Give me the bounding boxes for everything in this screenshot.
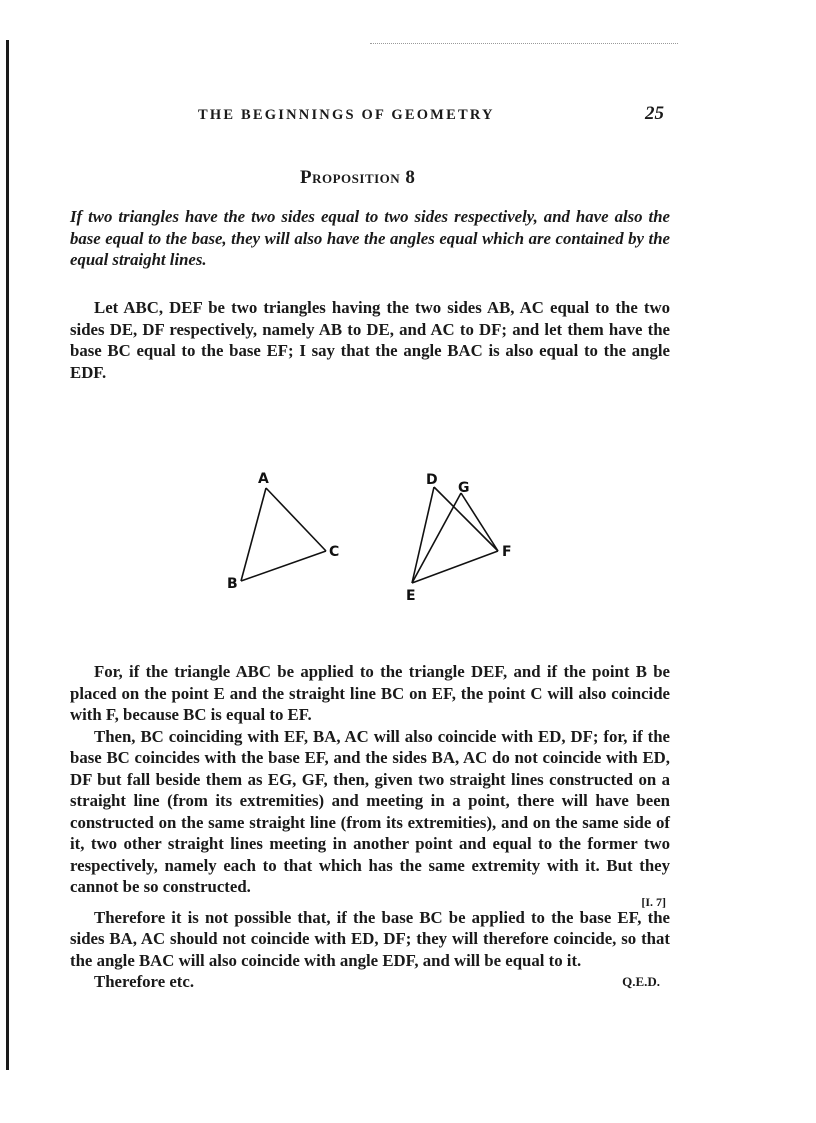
label-b: B (227, 576, 238, 592)
scan-top-dotted-line (370, 43, 678, 44)
enunciation (70, 206, 670, 271)
proof-paragraph-3: Therefore it is not possible that, if the base BC be applied to the base EF, the sides BA, AC should not coincide with ED, DF; they will therefore coincide, so that the angle BAC will also coincide with angle EDF, and will be equal to it. (70, 907, 670, 970)
proof-paragraph-1: For, if the triangle ABC be applied to the triangle DEF, and if the point B be placed on the point E and the straight line BC on EF, the point C will also coincide with F, because BC is equal to EF. (70, 662, 670, 724)
proof-paragraph-2: Then, BC coinciding with EF, BA, AC will also coincide with ED, DF; for, if the base BC coincides with the base EF, and the sides BA, AC do not coincide with ED, DF but fall beside them as EG, GF, then, given two straight lines constructed on a straight line (from its extremities) and meeting in a point, there will have been constructed on the same straight line (from its extremities), and on the same side of it, two other straight lines meeting in another point and equal to the former two respectively, namely each to that which has the same extremity with it. But they cannot be so constructed. (70, 726, 670, 896)
qed-mark: Q.E.D. (622, 974, 660, 989)
side-ef (412, 551, 498, 583)
side-df (434, 487, 498, 551)
triangle-def (412, 487, 498, 583)
side-ab (241, 488, 266, 581)
side-de (412, 487, 434, 583)
enunciation-text: If two triangles have the two sides equal to two sides respectively, and have also the base equal to the base, they will also have the angles equal which are contained by the equal straight lines. (70, 207, 670, 269)
conclusion-line (70, 971, 670, 993)
setting-out-text: Let ABC, DEF be two triangles having the two sides AB, AC equal to the two sides DE, DF respectively, namely AB to DE, and AC to DF; and let them have the base BC equal to the base EF; I say that the angle BAC is also equal to the angle EDF. (70, 298, 670, 382)
triangle-abc (241, 488, 326, 581)
side-gf (461, 493, 498, 551)
side-ac (266, 488, 326, 551)
proof (70, 661, 670, 993)
proposition-title: Proposition 8 (300, 167, 416, 188)
label-e: E (406, 588, 416, 604)
label-f: F (502, 544, 512, 560)
triangles-figure (210, 455, 530, 605)
proof-paragraph-4: Therefore etc. (94, 972, 195, 991)
scan-edge-shadow (6, 40, 9, 1070)
setting-out (70, 297, 670, 383)
cross-reference: [I. 7] (641, 894, 666, 909)
side-bc (241, 551, 326, 581)
running-title: THE BEGINNINGS OF GEOMETRY (198, 107, 495, 123)
label-a: A (258, 471, 269, 487)
label-c: C (329, 544, 340, 560)
label-d: D (426, 472, 438, 488)
side-eg (412, 493, 461, 583)
label-g: G (458, 480, 470, 496)
page-number: 25 (645, 103, 664, 124)
